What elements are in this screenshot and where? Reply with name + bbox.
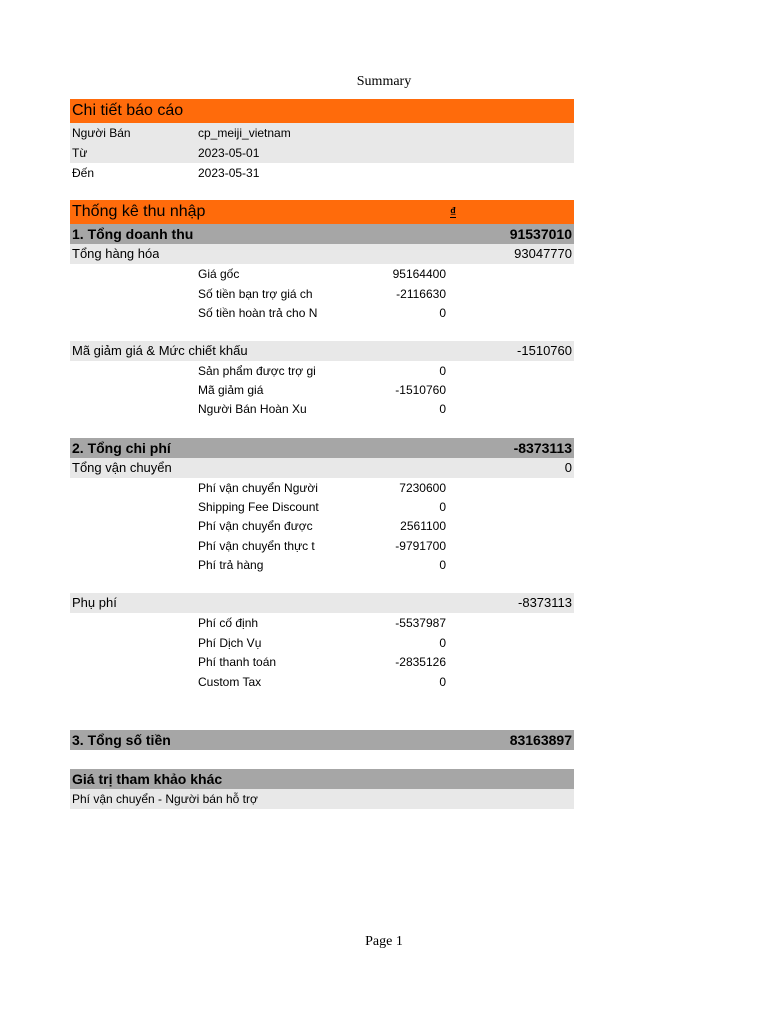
item-value: 95164400 [392, 267, 446, 281]
currency-symbol: ₫ [450, 205, 457, 219]
discount-label: Mã giảm giá & Mức chiết khấu [72, 343, 248, 358]
reference-title: Giá trị tham khảo khác [72, 771, 223, 787]
item-label: Số tiền bạn trợ giá ch [198, 287, 313, 301]
detail-row-seller [70, 123, 574, 143]
item-value: -2835126 [395, 655, 446, 669]
line-item [70, 303, 574, 323]
expenses-header [70, 438, 574, 458]
grand-total-value: 83163897 [509, 732, 572, 748]
line-item [70, 555, 574, 575]
line-item [70, 516, 574, 536]
item-value: -9791700 [395, 539, 446, 553]
page-number: Page 1 [365, 934, 403, 949]
revenue-header [70, 224, 574, 244]
item-label: Sản phẩm được trợ gi [198, 364, 316, 378]
item-label: Phí vận chuyển thực t [198, 539, 315, 553]
item-value: -2116630 [396, 287, 446, 301]
detail-row-to [70, 163, 574, 183]
item-label: Mã giảm giá [198, 383, 264, 397]
shipping-value: 0 [564, 460, 572, 475]
item-label: Phí cố định [198, 616, 259, 630]
item-value: 0 [439, 500, 446, 514]
item-label: Custom Tax [198, 675, 262, 689]
item-value: 0 [439, 306, 446, 320]
item-label: Phí thanh toán [198, 655, 277, 669]
item-label: Giá gốc [198, 267, 240, 281]
fees-value: -8373113 [518, 595, 572, 610]
item-value: 0 [439, 636, 446, 650]
line-item [70, 536, 574, 556]
item-label: Người Bán Hoàn Xu [198, 402, 307, 416]
item-label: Shipping Fee Discount [198, 500, 319, 514]
fees-label: Phụ phí [72, 595, 117, 610]
detail-value: 2023-05-31 [198, 166, 260, 180]
report-details-title: Chi tiết báo cáo [72, 102, 184, 119]
goods-label: Tổng hàng hóa [72, 246, 160, 261]
revenue-label: 1. Tổng doanh thu [72, 226, 194, 242]
detail-value: cp_meiji_vietnam [198, 126, 291, 140]
line-item [70, 633, 574, 653]
reference-row [70, 789, 574, 809]
detail-label: Từ [72, 146, 88, 160]
detail-label: Người Bán [72, 126, 131, 140]
income-title: Thống kê thu nhập [72, 203, 206, 220]
item-value: 0 [439, 402, 446, 416]
item-value: 0 [439, 558, 446, 572]
detail-value: 2023-05-01 [198, 146, 260, 160]
expenses-label: 2. Tổng chi phí [72, 440, 171, 456]
item-label: Phí Dịch Vụ [198, 636, 262, 650]
line-item [70, 284, 574, 304]
detail-label: Đến [72, 166, 95, 180]
line-item [70, 380, 574, 400]
reference-label: Phí vận chuyển - Người bán hỗ trợ [72, 792, 258, 806]
grand-total-row [70, 730, 574, 750]
line-item [70, 497, 574, 517]
item-value: 7230600 [399, 481, 446, 495]
item-value: 2561100 [400, 519, 446, 533]
item-label: Phí vận chuyển Người [198, 481, 318, 495]
goods-value: 93047770 [514, 246, 572, 261]
line-item [70, 672, 574, 692]
goods-subtotal-row [70, 244, 574, 264]
revenue-total: 91537010 [509, 226, 572, 242]
fees-subtotal-row [70, 593, 574, 613]
report-details-header [70, 99, 574, 123]
reference-header [70, 769, 574, 789]
line-item [70, 478, 574, 498]
income-header [70, 200, 574, 224]
discount-value: -1510760 [517, 343, 572, 358]
line-item [70, 361, 574, 381]
grand-total-label: 3. Tổng số tiền [72, 732, 171, 748]
item-value: 0 [439, 364, 446, 378]
line-item [70, 399, 574, 419]
sheet-title: Summary [356, 74, 412, 89]
item-value: 0 [439, 675, 446, 689]
detail-row-from [70, 143, 574, 163]
item-label: Phí trả hàng [198, 558, 264, 572]
shipping-subtotal-row [70, 458, 574, 478]
expenses-total: -8373113 [513, 440, 572, 456]
item-label: Phí vận chuyển được [198, 519, 313, 533]
shipping-label: Tổng vận chuyển [72, 460, 172, 475]
item-value: -1510760 [395, 383, 446, 397]
item-value: -5537987 [395, 616, 446, 630]
discount-subtotal-row [70, 341, 574, 361]
line-item [70, 652, 574, 672]
line-item [70, 613, 574, 633]
item-label: Số tiền hoàn trả cho N [198, 306, 318, 320]
line-item [70, 264, 574, 284]
